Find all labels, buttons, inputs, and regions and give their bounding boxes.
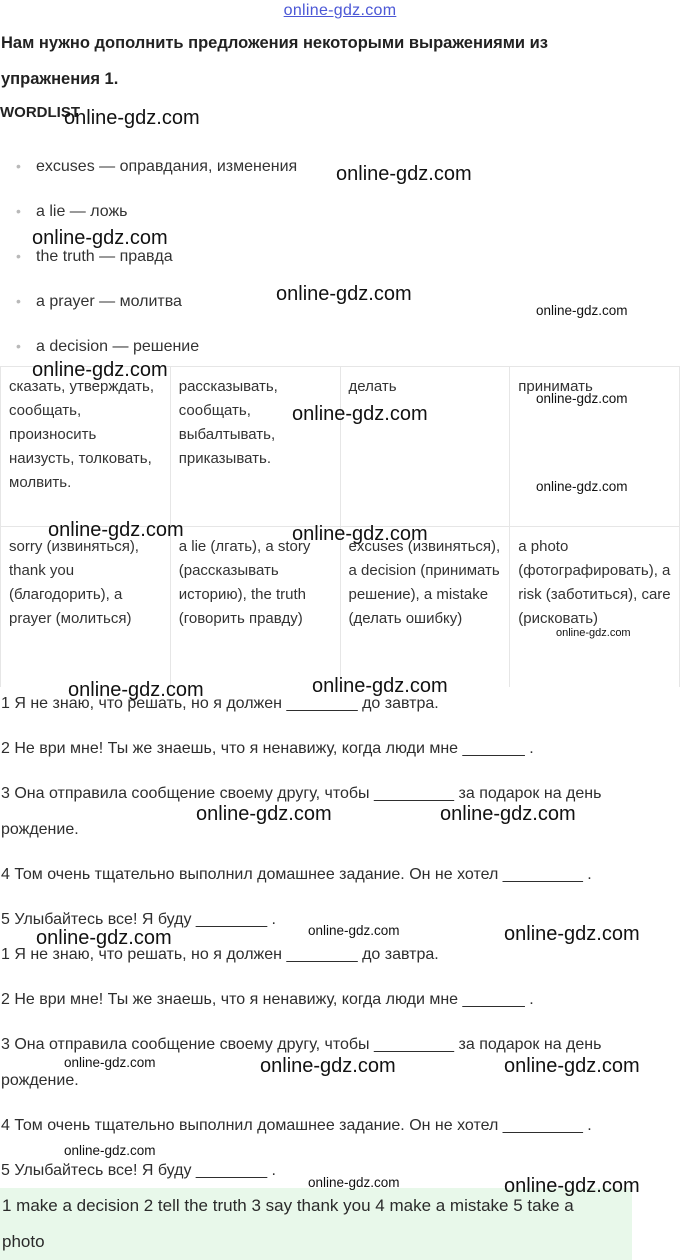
watermark: online-gdz.com bbox=[312, 675, 448, 697]
watermark: online-gdz.com bbox=[556, 627, 631, 639]
intro-text-line-1: Нам нужно дополнить предложения некоторыми выражениями из bbox=[1, 34, 548, 52]
answer-box bbox=[0, 1188, 632, 1260]
wordlist-item: • a lie — ложь bbox=[18, 203, 128, 221]
table-cell: a lie (лгать), a story (рассказывать историю), the truth (говорить правду) bbox=[170, 527, 340, 687]
sentence: 3 Она отправила сообщение своему другу, чтобы _________ за подарок на день bbox=[1, 1036, 602, 1053]
table-cell: сказать, утверждать, сообщать, произносить наизусть, толковать, молвить. bbox=[1, 367, 171, 527]
watermark: online-gdz.com bbox=[292, 403, 428, 425]
intro-text-line-2: упражнения 1. bbox=[1, 70, 119, 88]
watermark: online-gdz.com bbox=[504, 923, 640, 945]
sentence: 1 Я не знаю, что решать, но я должен ________ до завтра. bbox=[1, 695, 439, 712]
sentence: 2 Не ври мне! Ты же знаешь, что я ненавижу, когда люди мне _______ . bbox=[1, 991, 534, 1008]
sentence: рождение. bbox=[1, 1072, 79, 1089]
watermark: online-gdz.com bbox=[504, 1175, 640, 1197]
watermark: online-gdz.com bbox=[64, 107, 200, 129]
sentence: рождение. bbox=[1, 821, 79, 838]
watermark: online-gdz.com bbox=[48, 519, 184, 541]
sentence: 4 Том очень тщательно выполнил домашнее задание. Он не хотел _________ . bbox=[1, 1117, 592, 1134]
sentence: 4 Том очень тщательно выполнил домашнее задание. Он не хотел _________ . bbox=[1, 866, 592, 883]
sentence: 5 Улыбайтесь все! Я буду ________ . bbox=[1, 1162, 276, 1179]
watermark: online-gdz.com bbox=[196, 803, 332, 825]
watermark: online-gdz.com bbox=[292, 523, 428, 545]
watermark: online-gdz.com bbox=[536, 479, 628, 494]
sentence: 3 Она отправила сообщение своему другу, чтобы _________ за подарок на день bbox=[1, 785, 602, 802]
watermark: online-gdz.com bbox=[276, 283, 412, 305]
watermark: online-gdz.com bbox=[440, 803, 576, 825]
sentence: 1 Я не знаю, что решать, но я должен ________ до завтра. bbox=[1, 946, 439, 963]
watermark: online-gdz.com bbox=[504, 1055, 640, 1077]
table-cell: sorry (извиняться), thank you (благодорить), a prayer (молиться) bbox=[1, 527, 171, 687]
watermark: online-gdz.com bbox=[68, 679, 204, 701]
table-row bbox=[1, 527, 680, 687]
watermark: online-gdz.com bbox=[64, 1055, 156, 1070]
watermark: online-gdz.com bbox=[336, 163, 472, 185]
wordlist-item: • the truth — правда bbox=[18, 248, 173, 266]
answer-line: photo bbox=[2, 1232, 45, 1251]
wordlist-item: • a decision — решение bbox=[18, 338, 199, 356]
table-cell: делать bbox=[340, 367, 510, 527]
wordlist-title: WORDLIST bbox=[0, 104, 80, 121]
watermark: online-gdz.com bbox=[536, 391, 628, 406]
wordlist-item: • a prayer — молитва bbox=[18, 293, 182, 311]
table-cell: рассказывать, сообщать, выбалтывать, приказывать. bbox=[170, 367, 340, 527]
watermark: online-gdz.com bbox=[36, 927, 172, 949]
watermark: online-gdz.com bbox=[32, 359, 168, 381]
sentence: 2 Не ври мне! Ты же знаешь, что я ненавижу, когда люди мне _______ . bbox=[1, 740, 534, 757]
watermark: online-gdz.com bbox=[308, 1175, 400, 1190]
table-cell: принимать bbox=[510, 367, 680, 527]
table-cell: excuses (извиняться), a decision (принимать решение), a mistake (делать ошибку) bbox=[340, 527, 510, 687]
watermark: online-gdz.com bbox=[64, 1143, 156, 1158]
watermark: online-gdz.com bbox=[536, 303, 628, 318]
table-cell: a photo (фотографировать), a risk (заботиться), care (рисковать) bbox=[510, 527, 680, 687]
sentence: 5 Улыбайтесь все! Я буду ________ . bbox=[1, 911, 276, 928]
watermark: online-gdz.com bbox=[32, 227, 168, 249]
watermark: online-gdz.com bbox=[260, 1055, 396, 1077]
site-link[interactable]: online-gdz.com bbox=[283, 2, 397, 19]
wordlist-item: • excuses — оправдания, изменения bbox=[18, 158, 297, 176]
answer-line: 1 make a decision 2 tell the truth 3 say thank you 4 make a mistake 5 take a bbox=[2, 1196, 574, 1215]
watermark: online-gdz.com bbox=[308, 923, 400, 938]
